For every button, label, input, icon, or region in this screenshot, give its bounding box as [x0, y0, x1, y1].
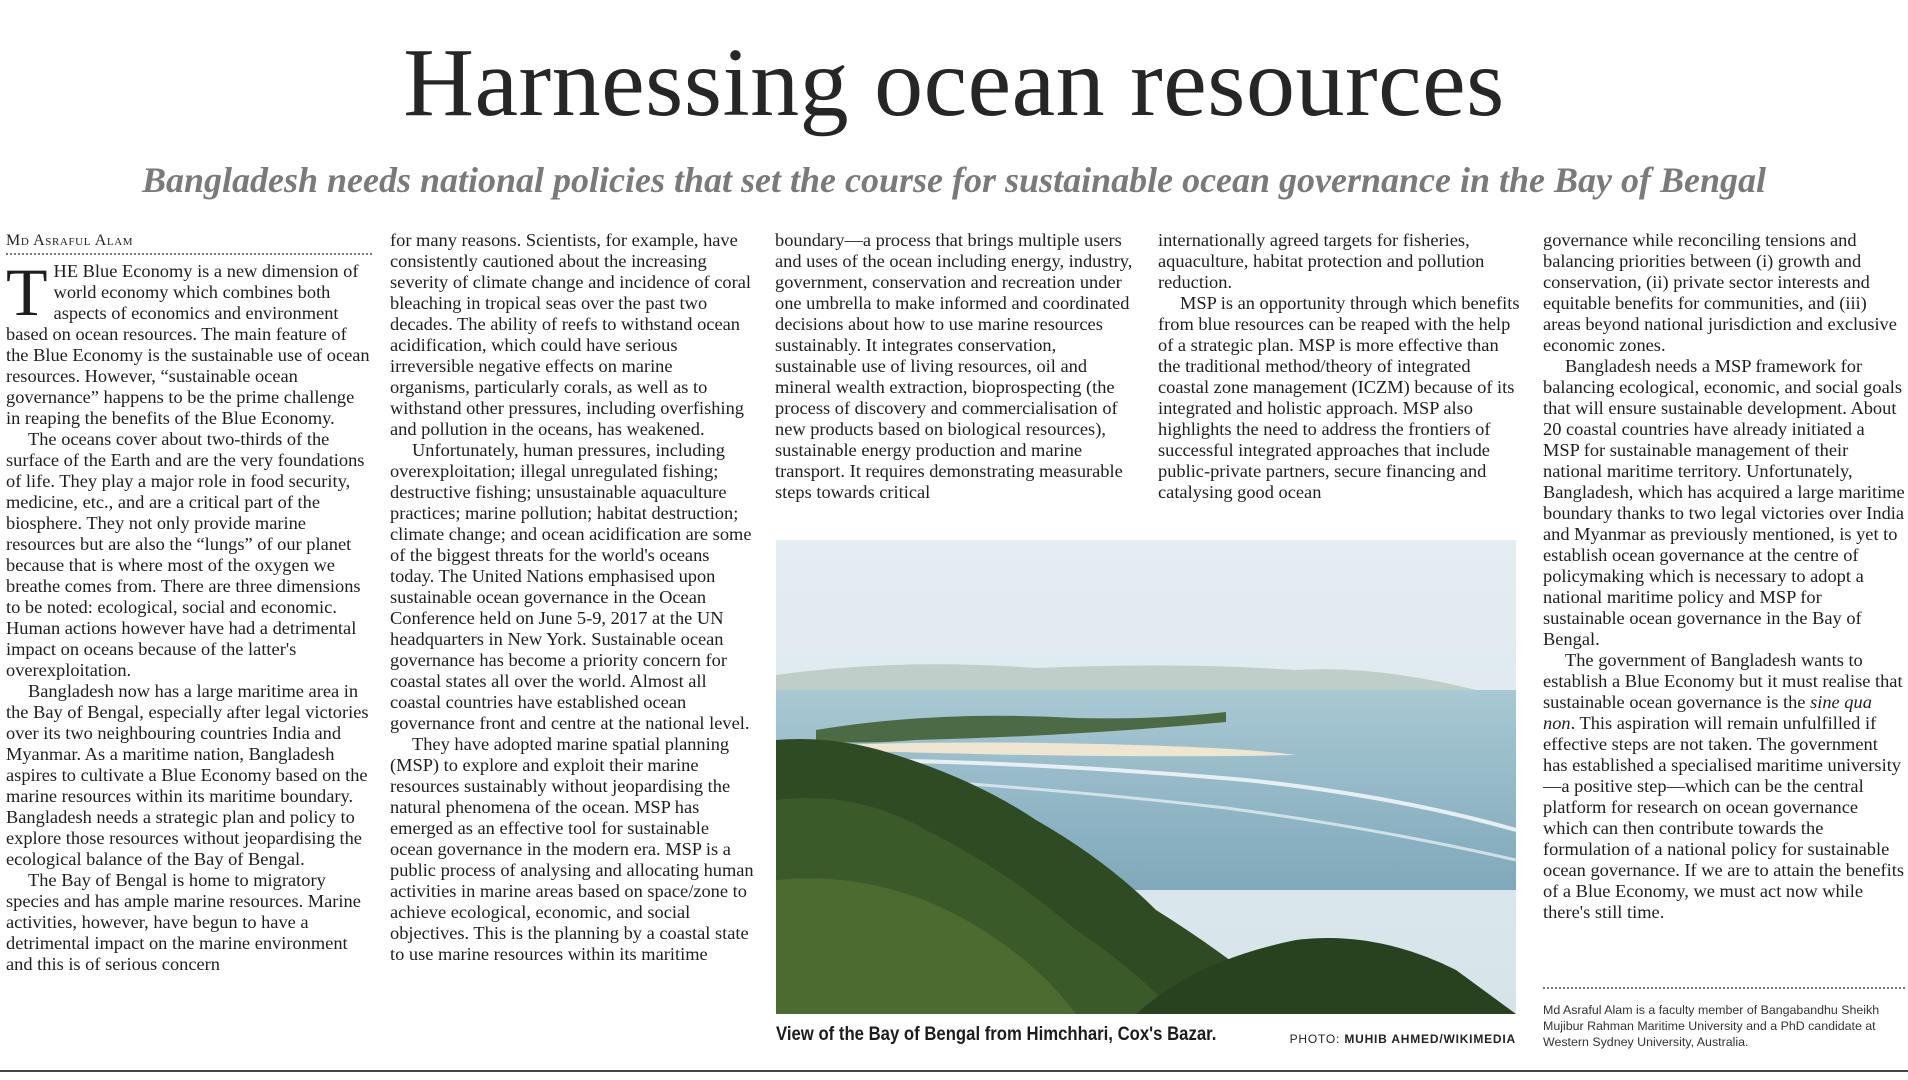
paragraph: Unfortunately, human pressures, including overexploitation; illegal unregulated fishing; destructive fishing; unsustainable aquaculture practices; marine pollution; habitat destruction; climate change; and ocean acidification are some of the biggest threats for the world's oceans today. The United Nations emphasised upon sustainable ocean governance in the Ocean Conference held on June 5-9, 2017 at the UN headquarters in New York. Sustainable ocean governance has become a priority concern for coastal states all over the world. Almost all coastal countries have established ocean governance front and centre at the national level. [390, 440, 752, 733]
paragraph: The Bay of Bengal is home to migratory species and has ample marine resources. Marine activities, however, have begun to have a detrimental impact on the marine environment and this is of serious concern [6, 870, 361, 974]
paragraph: The oceans cover about two-thirds of the surface of the Earth and are the very foundations of life. They play a major role in food security, medicine, etc., and are a critical part of the biosphere. They not only provide marine resources but are also the “lungs” of our planet because that is where most of the oxygen we breathe comes from. There are three dimensions to be noted: ecological, social and economic. Human actions however have had a detrimental impact on oceans because of the latter's overexploitation. [6, 429, 365, 680]
photo-caption: View of the Bay of Bengal from Himchhari, Cox's Bazar. [776, 1024, 1217, 1045]
paragraph: governance while reconciling tensions and balancing priorities between (i) growth and conservation, (ii) private sector interests and equitable benefits for communities, and (iii) areas beyond national jurisdiction and exclusive economic zones. [1543, 230, 1897, 355]
paragraph: THE Blue Economy is a new dimension of world economy which combines both aspects of economics and environment based on ocean resources. The main feature of the Blue Economy is the sustainable use of ocean resources. However, “sustainable ocean governance” happens to be the prime challenge in reaping the benefits of the Blue Economy. [6, 254, 370, 428]
paragraph: The government of Bangladesh wants to establish a Blue Economy but it must realise that sustainable ocean governance is the sine qua non. This aspiration will remain unfulfilled if effective steps are not taken. The government has established a specialised maritime university—a positive step—which can be the central platform for research on ocean governance which can then contribute towards the formulation of a national policy for sustainable ocean governance. If we are to attain the benefits of a Blue Economy, we must act now while there's still time. [1543, 650, 1904, 922]
coastline-illustration [776, 540, 1516, 1014]
paragraph: internationally agreed targets for fisheries, aquaculture, habitat protection and pollution reduction. [1158, 230, 1485, 292]
article-column-5 [1543, 230, 1905, 923]
subheadline: Bangladesh needs national policies that set the course for sustainable ocean governance in the Bay of Bengal [141, 160, 1767, 200]
paragraph: Bangladesh needs a MSP framework for balancing ecological, economic, and social goals that will ensure sustainable development. About 20 coastal countries have already initiated a MSP for sustainable management of their national maritime territory. Unfortunately, Bangladesh, which has acquired a large maritime boundary thanks to two legal victories over India and Myanmar as previously mentioned, is yet to establish ocean governance at the centre of policymaking which is necessary to adopt a national maritime policy and MSP for sustainable ocean governance in the Bay of Bengal. [1543, 356, 1905, 649]
photo-credit: PHOTO: MUHIB AHMED/WIKIMEDIA [1289, 1032, 1516, 1046]
paragraph: Bangladesh now has a large maritime area in the Bay of Bengal, especially after legal victories over its two neighbouring countries India and Myanmar. As a maritime nation, Bangladesh aspires to cultivate a Blue Economy based on the marine resources within its maritime boundary. Bangladesh needs a strategic plan and policy to explore those resources without jeopardising the ecological balance of the Bay of Bengal. [6, 681, 369, 869]
paragraph: for many reasons. Scientists, for example, have consistently cautioned about the increasing severity of climate change and incidence of coral bleaching in tropical seas over the past two decades. The ability of reefs to withstand ocean acidification, which could have serious irreversible negative effects on marine organisms, particularly corals, as well as to withstand other pressures, including overfishing and pollution in the oceans, has weakened. [390, 230, 751, 439]
article-column-2 [390, 230, 756, 965]
drop-cap: T [6, 254, 48, 330]
headline: Harnessing ocean resources [403, 29, 1505, 137]
paragraph: boundary—a process that brings multiple users and uses of the ocean including energy, industry, government, conservation and recreation under one umbrella to make informed and coordinated decisions about how to use marine resources sustainably. It integrates conservation, sustainable use of living resources, oil and mineral wealth extraction, bioprospecting (the process of discovery and commercialisation of new products based on biological resources), sustainable energy production and marine transport. It requires demonstrating measurable steps towards critical [775, 230, 1133, 502]
article-column-3 [775, 230, 1140, 503]
article-column-1 [6, 230, 372, 975]
italic-phrase: sine qua non [1543, 692, 1872, 733]
bio-divider [1543, 987, 1905, 989]
page-bottom-rule [0, 1070, 1908, 1072]
author-bio: Md Asraful Alam is a faculty member of Bangabandhu Sheikh Mujibur Rahman Maritime University and a PhD candidate at Western Sydney University, Australia. [1543, 1003, 1880, 1049]
paragraph: MSP is an opportunity through which benefits from blue resources can be reaped with the help of a strategic plan. MSP is more effective than the traditional method/theory of integrated coastal zone management (ICZM) because of its integrated and holistic approach. MSP also highlights the need to address the frontiers of successful integrated approaches that include public-private partners, secure financing and catalysing good ocean [1158, 293, 1520, 502]
coast-photo [776, 540, 1516, 1014]
byline: Md Asraful Alam [6, 230, 372, 255]
paragraph: They have adopted marine spatial planning (MSP) to explore and exploit their marine resources sustainably without jeopardising the natural phenomena of the ocean. MSP has emerged as an effective tool for sustainable ocean governance in the modern era. MSP is a public process of analysing and allocating human activities in marine areas based on space/zone to achieve ecological, economic, and social objectives. This is the planning by a coastal state to use marine resources within its maritime [390, 734, 754, 964]
article-column-4 [1158, 230, 1524, 503]
